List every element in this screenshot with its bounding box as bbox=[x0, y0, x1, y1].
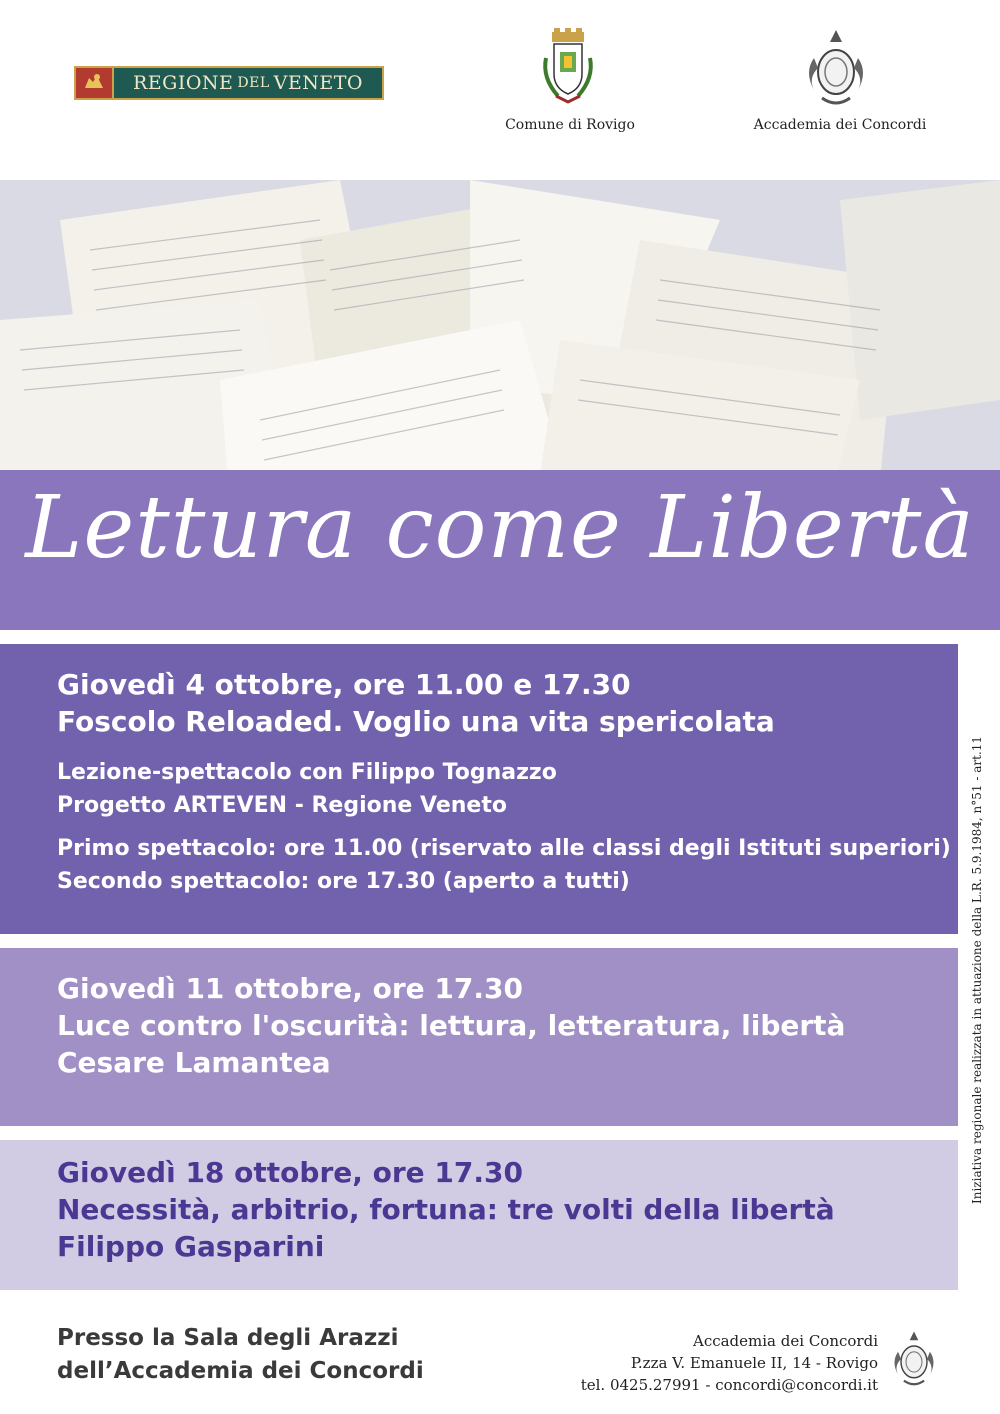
venue-line: Presso la Sala degli Arazzi bbox=[57, 1325, 399, 1351]
event-detail-line: Lezione-spettacolo con Filippo Tognazzo bbox=[57, 760, 557, 785]
event-block-2 bbox=[0, 948, 958, 1126]
comune-caption: Comune di Rovigo bbox=[505, 117, 635, 133]
event-schedule-line: Primo spettacolo: ore 11.00 (riservato alle classi degli Istituti superiori) bbox=[57, 836, 951, 861]
event-date: Giovedì 18 ottobre, ore 17.30 bbox=[57, 1156, 523, 1189]
event-schedule-line: Secondo spettacolo: ore 17.30 (aperto a tutti) bbox=[57, 869, 630, 894]
side-note bbox=[945, 640, 1000, 1300]
contact-address: P.zza V. Emanuele II, 14 - Rovigo bbox=[630, 1354, 878, 1372]
event-speaker: Cesare Lamantea bbox=[57, 1046, 331, 1079]
del-word: DEL bbox=[237, 75, 270, 91]
side-note-text: Iniziativa regionale realizzata in attuazione della L.R. 5.9.1984, n°51 - art.11 bbox=[970, 735, 984, 1205]
venue-line: dell’Accademia dei Concordi bbox=[57, 1358, 424, 1384]
regione-veneto-logo bbox=[74, 66, 384, 100]
venue-info bbox=[57, 1322, 424, 1388]
contact-phone-email: tel. 0425.27991 - concordi@concordi.it bbox=[580, 1376, 878, 1394]
event-block-1 bbox=[0, 644, 958, 934]
event-date: Giovedì 4 ottobre, ore 11.00 e 17.30 bbox=[57, 668, 631, 701]
event-block-3 bbox=[0, 1140, 958, 1290]
open-books-photo bbox=[0, 180, 1000, 470]
accademia-caption: Accademia dei Concordi bbox=[753, 117, 927, 133]
accademia-small-emblem-icon bbox=[888, 1326, 940, 1392]
contact-name: Accademia dei Concordi bbox=[692, 1332, 878, 1350]
event-title: Foscolo Reloaded. Voglio una vita spericolata bbox=[57, 705, 775, 738]
event-title: Necessità, arbitrio, fortuna: tre volti della libertà bbox=[57, 1193, 835, 1226]
event-date: Giovedì 11 ottobre, ore 17.30 bbox=[57, 972, 523, 1005]
event-speaker: Filippo Gasparini bbox=[57, 1230, 325, 1263]
contact-info bbox=[560, 1330, 878, 1396]
accademia-emblem-icon bbox=[800, 28, 872, 108]
regione-word: REGIONE bbox=[132, 72, 234, 94]
event-title: Luce contro l'oscurità: lettura, letteratura, libertà bbox=[57, 1009, 846, 1042]
banner-title: Lettura come Libertà bbox=[25, 478, 975, 578]
rovigo-coat-of-arms-icon bbox=[538, 28, 598, 106]
lion-crest-icon bbox=[74, 66, 114, 100]
event-detail-line: Progetto ARTEVEN - Regione Veneto bbox=[57, 793, 507, 818]
veneto-word: VENETO bbox=[273, 72, 364, 94]
